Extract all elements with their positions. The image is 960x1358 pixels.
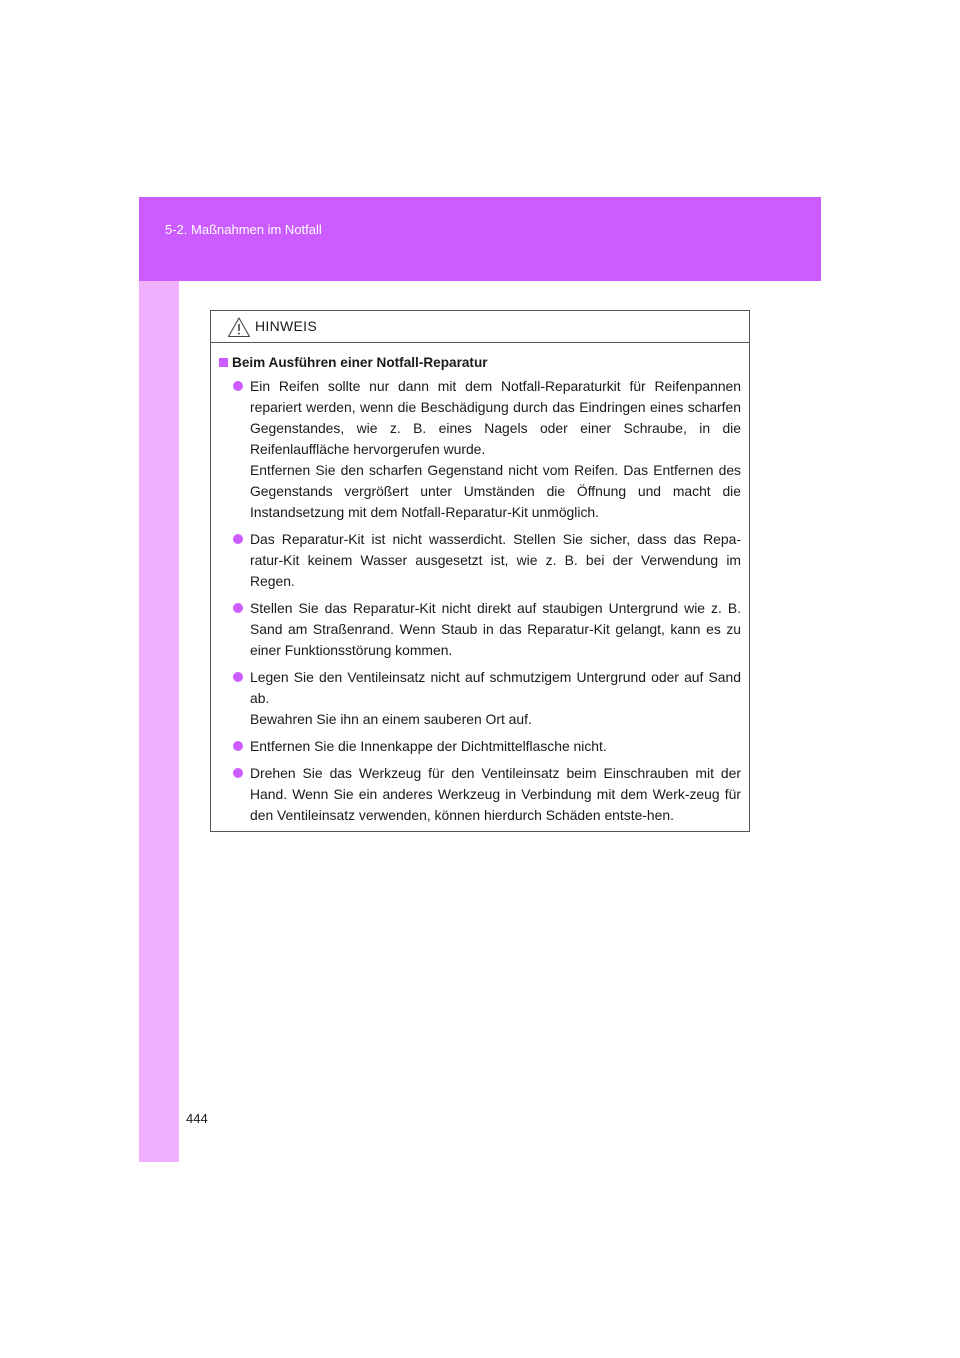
item-paragraph: Entfernen Sie die Innenkappe der Dichtmittelflasche nicht. <box>250 738 607 754</box>
list-item <box>219 736 741 757</box>
round-bullet-icon <box>233 534 243 544</box>
page-number: 444 <box>186 1111 208 1126</box>
notice-header <box>211 311 749 343</box>
round-bullet-icon <box>233 672 243 682</box>
item-paragraph: Drehen Sie das Werkzeug für den Ventileinsatz beim Einschrauben mit der Hand. Wenn Sie ein anderes Werkzeug in Verbindung mit dem Werk-zeug für den Ventileinsatz verwenden, können hierdurch Schäden entste-hen. <box>250 765 741 823</box>
item-paragraph: Ein Reifen sollte nur dann mit dem Notfall-Reparaturkit für Reifenpannen repariert werden, wenn die Beschädigung durch das Eindringen eines scharfen Gegenstandes, wie z. B. eines Nagels oder einer Schraube, in die Reifenlauffläche hervorgerufen wurde. <box>250 378 741 457</box>
square-bullet-icon <box>219 358 228 367</box>
item-paragraph: Entfernen Sie den scharfen Gegenstand nicht vom Reifen. Das Entfernen des Gegenstands vergrößert unter Umständen die Öffnung und macht die Instandsetzung mit dem Notfall-Reparatur-Kit unmöglich. <box>250 462 741 520</box>
item-paragraph: Stellen Sie das Reparatur-Kit nicht direkt auf staubigen Untergrund wie z. B. Sand am Straßenrand. Wenn Staub in das Reparatur-Kit gelangt, kann es zu einer Funktionsstörung kommen. <box>250 600 741 658</box>
item-paragraph: Das Reparatur-Kit ist nicht wasserdicht. Stellen Sie sicher, dass das Repa-ratur-Kit keinem Wasser ausgesetzt ist, wie z. B. bei der Verwendung im Regen. <box>250 531 741 589</box>
list-item <box>219 376 741 523</box>
notice-body <box>211 343 749 826</box>
subheading-text: Beim Ausführen einer Notfall-Reparatur <box>232 355 488 370</box>
section-header-band <box>139 197 821 281</box>
round-bullet-icon <box>233 741 243 751</box>
item-paragraph: Legen Sie den Ventileinsatz nicht auf schmutzigem Untergrund oder auf Sand ab. <box>250 669 741 706</box>
list-item <box>219 763 741 826</box>
round-bullet-icon <box>233 603 243 613</box>
list-item <box>219 667 741 730</box>
section-title: 5-2. Maßnahmen im Notfall <box>165 222 322 237</box>
side-thumb-band <box>139 281 179 1162</box>
list-item <box>219 598 741 661</box>
notice-label: HINWEIS <box>255 318 317 334</box>
item-paragraph: Bewahren Sie ihn an einem sauberen Ort auf. <box>250 711 532 727</box>
round-bullet-icon <box>233 381 243 391</box>
round-bullet-icon <box>233 768 243 778</box>
warning-triangle-icon <box>227 316 251 338</box>
notice-box <box>210 310 750 832</box>
list-item <box>219 529 741 592</box>
notice-subheading <box>219 352 741 373</box>
